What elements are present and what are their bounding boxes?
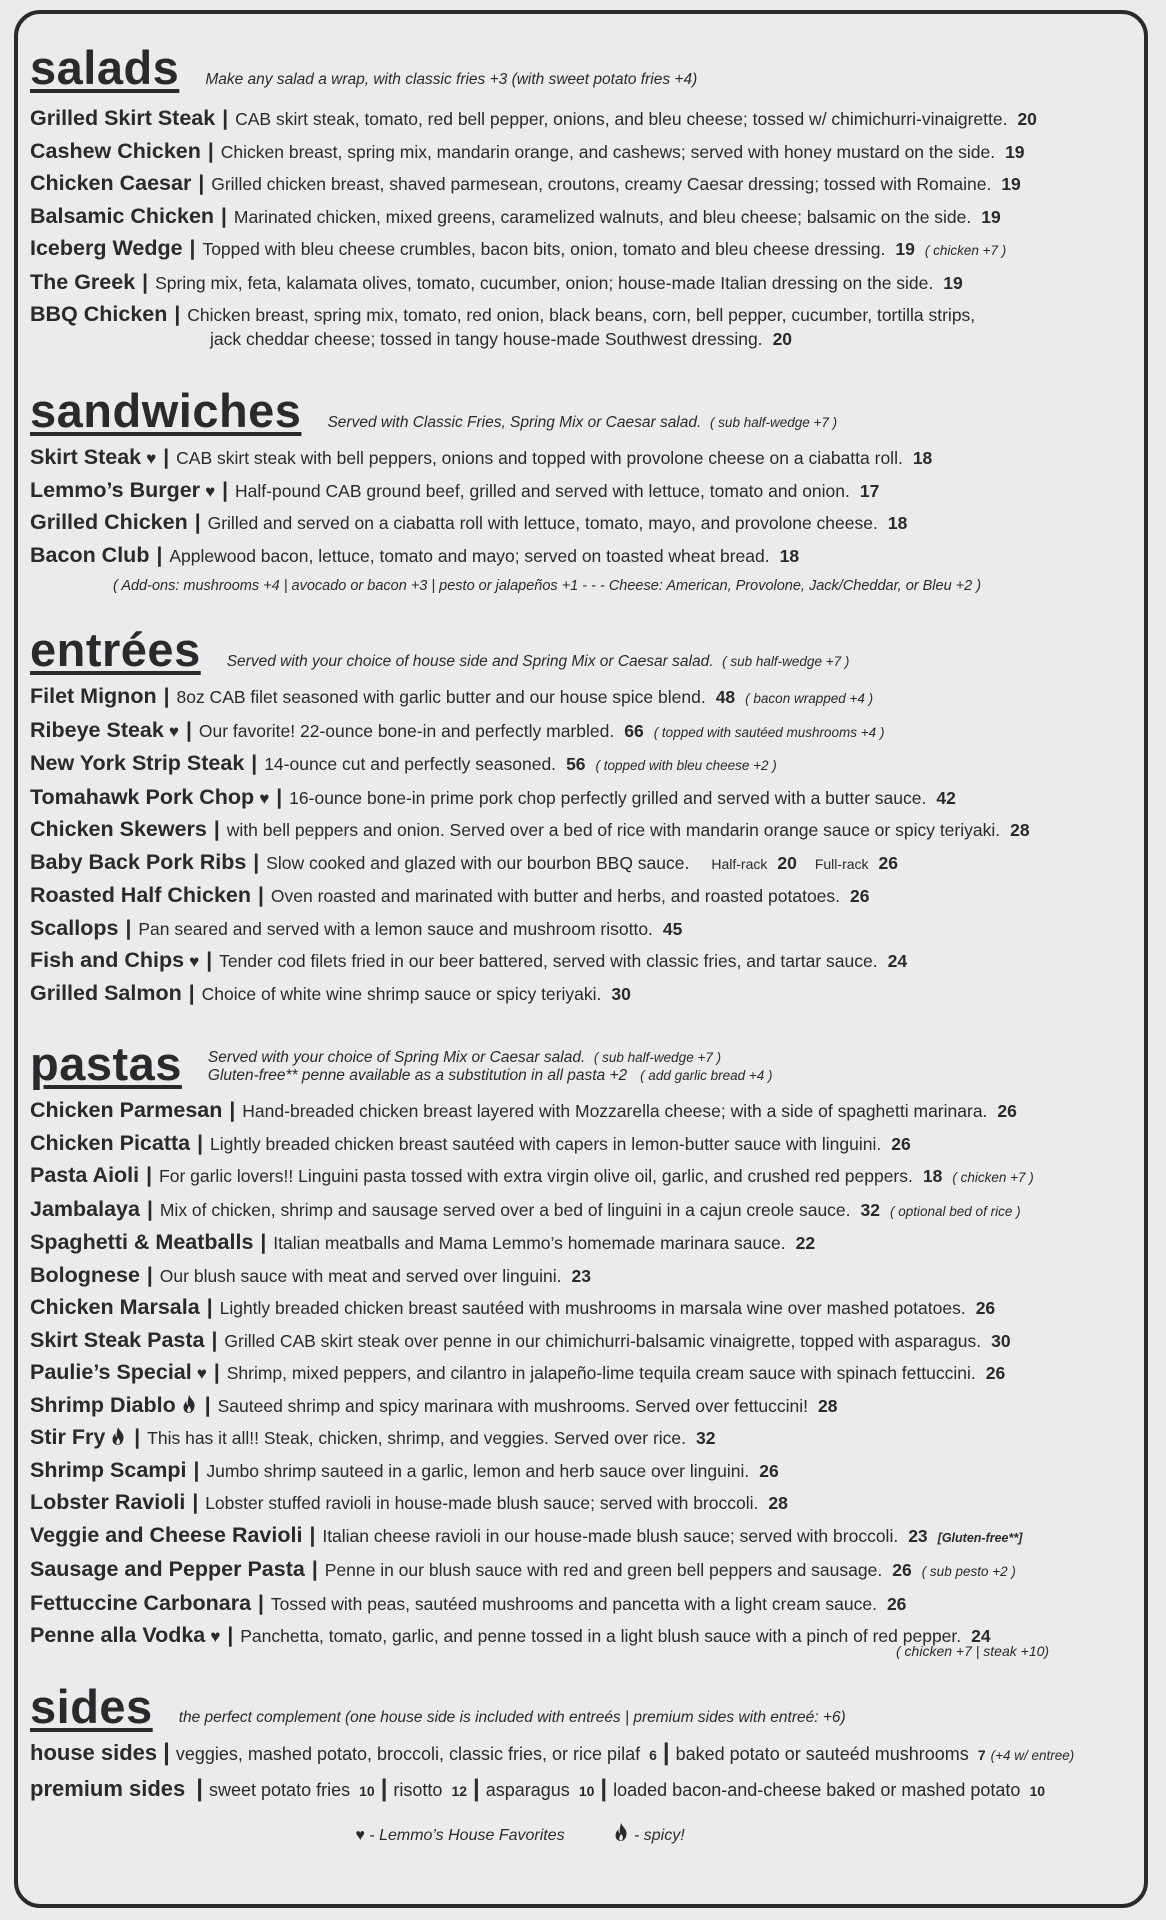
item-name: Grilled Chicken bbox=[30, 510, 188, 534]
item-name: The Greek bbox=[30, 269, 136, 294]
item-description: Lightly breaded chicken breast sautéed with mushrooms in marsala wine over mashed potatoes. bbox=[219, 1298, 966, 1318]
divider: | bbox=[253, 850, 260, 874]
item-description: Half-pound CAB ground beef, grilled and served with lettuce, tomato and onion. bbox=[235, 480, 850, 501]
item-description: Choice of white wine shrimp sauce or spicy teriyaki. bbox=[201, 983, 602, 1004]
divider: | bbox=[222, 478, 229, 502]
divider: | bbox=[174, 303, 181, 326]
item-description: Hand-breaded chicken breast layered with Mozzarella cheese; with a side of spaghetti marinara. bbox=[242, 1101, 988, 1121]
divider: | bbox=[163, 1738, 170, 1766]
item-name: Bacon Club bbox=[30, 542, 150, 567]
divider: | bbox=[380, 1774, 388, 1802]
item-price: 32 bbox=[696, 1428, 716, 1448]
heart-icon: ♥ bbox=[168, 721, 179, 741]
item-price: 24 bbox=[971, 1626, 991, 1646]
item-name: Tomahawk Pork Chop bbox=[30, 784, 255, 809]
item-description-continued: jack cheddar cheese; tossed in tangy house-made Southwest dressing. bbox=[210, 328, 763, 349]
menu-item bbox=[30, 1455, 1140, 1488]
item-name: Filet Mignon bbox=[30, 684, 157, 708]
item-name: Grilled Skirt Steak bbox=[30, 106, 216, 130]
divider: | bbox=[125, 916, 132, 940]
divider: | bbox=[146, 1164, 153, 1187]
menu-item bbox=[30, 1260, 1140, 1293]
divider: | bbox=[276, 785, 283, 809]
sandwiches-title: sandwiches bbox=[30, 384, 302, 437]
menu-item bbox=[30, 913, 1140, 946]
item-name: Pasta Aioli bbox=[30, 1163, 140, 1187]
item-description: Italian meatballs and Mama Lemmo’s homemade marinara sauce. bbox=[273, 1233, 786, 1253]
divider: | bbox=[197, 1131, 204, 1155]
item-description: Our blush sauce with meat and served over linguini. bbox=[159, 1265, 562, 1286]
house-upgrade: baked potato or sauteéd mushrooms bbox=[675, 1743, 969, 1764]
item-description: 14-ounce cut and perfectly seasoned. bbox=[264, 754, 557, 774]
item-extra: ( optional bed of rice ) bbox=[890, 1203, 1021, 1219]
divider: | bbox=[207, 139, 214, 163]
divider: | bbox=[311, 1558, 318, 1581]
item-description: This has it all!! Steak, chicken, shrimp, and veggies. Served over rice. bbox=[147, 1428, 687, 1448]
full-rack-label: Full-rack bbox=[814, 855, 869, 872]
premium-side-name: asparagus bbox=[485, 1779, 570, 1800]
pastas-note1: Served with your choice of Spring Mix or Caesar salad. bbox=[207, 1049, 586, 1067]
item-name: Skirt Steak Pasta bbox=[30, 1327, 205, 1352]
item-name: Lemmo’s Burger bbox=[30, 477, 201, 502]
menu-item bbox=[30, 201, 1140, 234]
divider: | bbox=[213, 1361, 220, 1384]
pastas-section bbox=[30, 1037, 1140, 1661]
item-extra: [Gluten-free**] bbox=[937, 1530, 1023, 1545]
item-price: 26 bbox=[850, 886, 870, 906]
heart-icon: ♥ bbox=[189, 952, 200, 971]
divider: | bbox=[194, 511, 201, 534]
pastas-note2: Gluten-free** penne available as a substitution in all pasta +2 bbox=[207, 1067, 628, 1085]
entrees-title: entrées bbox=[30, 623, 201, 676]
premium-side-name: sweet potato fries bbox=[209, 1779, 351, 1800]
item-description: Oven roasted and marinated with butter and herbs, and roasted potatoes. bbox=[270, 886, 841, 906]
heart-icon: ♥ bbox=[355, 1826, 365, 1844]
item-extra: ( bacon wrapped +4 ) bbox=[745, 691, 874, 706]
menu-item bbox=[30, 1588, 1140, 1621]
item-name: Cashew Chicken bbox=[30, 138, 201, 163]
item-name: Chicken Skewers bbox=[30, 817, 207, 841]
menu-item bbox=[30, 1292, 1140, 1325]
divider: | bbox=[309, 1523, 316, 1547]
menu-item bbox=[30, 1390, 1140, 1423]
item-name: Chicken Marsala bbox=[30, 1295, 200, 1319]
item-extra: ( topped with sautéed mushrooms +4 ) bbox=[653, 724, 885, 740]
divider: | bbox=[189, 237, 196, 260]
item-description: Italian cheese ravioli in our house-made blush sauce; served with broccoli. bbox=[322, 1525, 899, 1546]
item-price: 26 bbox=[886, 1593, 907, 1614]
item-name: Paulie’s Special bbox=[30, 1360, 192, 1384]
item-description: Panchetta, tomato, garlic, and penne tossed in a light blush sauce with a pinch of red pepper. bbox=[240, 1626, 962, 1646]
sandwiches-section bbox=[30, 384, 1140, 598]
menu-item bbox=[30, 814, 1140, 847]
premium-side-price: 10 bbox=[359, 1782, 375, 1799]
menu-item bbox=[30, 847, 1140, 881]
item-price: 22 bbox=[795, 1233, 816, 1253]
divider: | bbox=[222, 107, 229, 130]
item-name: Grilled Salmon bbox=[30, 980, 182, 1005]
item-description: For garlic lovers!! Linguini pasta tossed with extra virgin olive oil, garlic, and crushed red peppers. bbox=[159, 1166, 913, 1186]
entrees-note: Served with your choice of house side and Spring Mix or Caesar salad. bbox=[226, 652, 714, 670]
item-name: Shrimp Scampi bbox=[30, 1457, 187, 1482]
salads-title: salads bbox=[30, 41, 180, 94]
house-sides-list: veggies, mashed potato, broccoli, classic fries, or rice pilaf bbox=[175, 1743, 641, 1764]
item-extra: ( chicken +7 ) bbox=[924, 243, 1007, 258]
item-description: Grilled CAB skirt steak over penne in our chimichurri-balsamic vinaigrette, topped with asparagus. bbox=[224, 1330, 982, 1351]
premium-side-price: 12 bbox=[451, 1782, 468, 1799]
full-rack-price: 26 bbox=[878, 852, 898, 873]
item-name: Ribeye Steak bbox=[30, 717, 164, 742]
pastas-title: pastas bbox=[30, 1037, 182, 1090]
item-price: 18 bbox=[779, 545, 800, 566]
item-price: 26 bbox=[997, 1101, 1017, 1121]
item-name: BBQ Chicken bbox=[30, 302, 168, 326]
menu-item bbox=[30, 442, 1140, 475]
premium-side-price: 10 bbox=[578, 1782, 595, 1799]
item-name: Veggie and Cheese Ravioli bbox=[30, 1522, 303, 1547]
menu-item bbox=[30, 168, 1140, 201]
divider: | bbox=[146, 1197, 153, 1221]
divider: | bbox=[192, 1491, 199, 1514]
item-name: Jambalaya bbox=[30, 1196, 140, 1221]
item-name: Spaghetti & Meatballs bbox=[30, 1230, 254, 1254]
item-price: 56 bbox=[566, 754, 586, 774]
item-description: Lightly breaded chicken breast sautéed with capers in lemon-butter sauce with linguini. bbox=[210, 1133, 882, 1154]
item-name: Fish and Chips bbox=[30, 948, 185, 972]
item-price: 42 bbox=[936, 787, 956, 808]
menu-item bbox=[30, 1227, 1140, 1260]
item-price: 30 bbox=[611, 983, 631, 1004]
sandwich-addons: ( Add-ons: mushrooms +4 | avocado or bacon +3 | pesto or jalapeños +1 - - - Cheese: American, Provolone, Jack/Cheddar, or Bleu +2 ) bbox=[113, 578, 982, 594]
item-name: Roasted Half Chicken bbox=[30, 883, 252, 907]
sandwiches-note: Served with Classic Fries, Spring Mix or Caesar salad. bbox=[327, 413, 702, 431]
pastas-note1-extra: ( sub half-wedge +7 ) bbox=[593, 1050, 722, 1066]
house-sides-label: house sides bbox=[30, 1739, 158, 1765]
half-rack-label: Half-rack bbox=[711, 855, 768, 872]
entrees-section bbox=[30, 623, 1140, 1010]
divider: | bbox=[227, 1624, 234, 1647]
entrees-note-extra: ( sub half-wedge +7 ) bbox=[722, 653, 850, 669]
menu-item bbox=[30, 1128, 1140, 1161]
item-price: 19 bbox=[1005, 141, 1025, 162]
menu-item bbox=[30, 267, 1140, 300]
item-name: Bolognese bbox=[30, 1262, 140, 1287]
item-price: 28 bbox=[818, 1395, 838, 1416]
item-price: 18 bbox=[912, 448, 933, 468]
house-sides-price: 6 bbox=[649, 1746, 657, 1763]
sides-section bbox=[30, 1679, 1140, 1845]
pastas-note2-extra: ( add garlic bread +4 ) bbox=[640, 1068, 773, 1084]
menu-content bbox=[30, 41, 1140, 1845]
item-description: Marinated chicken, mixed greens, caramelized walnuts, and bleu cheese; balsamic on the side. bbox=[233, 206, 972, 227]
item-description: Our favorite! 22-ounce bone-in and perfectly marbled. bbox=[198, 720, 615, 741]
divider: | bbox=[221, 204, 227, 228]
divider: | bbox=[473, 1774, 480, 1802]
item-description: CAB skirt steak with bell peppers, onions and topped with provolone cheese on a ciabatta roll. bbox=[176, 448, 903, 468]
item-description: Topped with bleu cheese crumbles, bacon bits, onion, tomato and bleu cheese dressing. bbox=[202, 239, 886, 259]
item-price: 45 bbox=[662, 918, 683, 939]
house-upgrade-price: 7 bbox=[977, 1746, 986, 1763]
pastas-note2-wrap bbox=[208, 1067, 773, 1085]
heart-icon: ♥ bbox=[210, 1627, 221, 1646]
item-description: with bell peppers and onion. Served over a bed of rice with mandarin orange sauce or spicy teriyaki. bbox=[226, 820, 1001, 840]
item-name: Lobster Ravioli bbox=[30, 1490, 186, 1514]
legend-favorites: - Lemmo’s House Favorites bbox=[364, 1826, 565, 1844]
pastas-note1-wrap bbox=[208, 1049, 773, 1067]
item-price: 17 bbox=[859, 480, 880, 501]
menu-item bbox=[30, 233, 1140, 267]
divider: | bbox=[206, 1296, 213, 1319]
divider: | bbox=[206, 949, 213, 972]
heart-icon: ♥ bbox=[196, 1364, 207, 1383]
item-name: Scallops bbox=[30, 915, 119, 940]
heart-icon: ♥ bbox=[146, 449, 157, 468]
menu-item bbox=[30, 1095, 1140, 1128]
heart-icon: ♥ bbox=[259, 788, 270, 808]
divider: | bbox=[193, 1458, 200, 1482]
divider: | bbox=[204, 1393, 211, 1417]
item-description: CAB skirt steak, tomato, red bell pepper, onions, and bleu cheese; tossed w/ chimichurri-vinaigrette. bbox=[235, 109, 1008, 129]
item-price: 30 bbox=[991, 1330, 1011, 1351]
premium-sides-label: premium sides bbox=[30, 1775, 186, 1801]
divider: | bbox=[258, 884, 264, 907]
divider: | bbox=[163, 446, 170, 469]
divider: | bbox=[198, 172, 205, 195]
divider: | bbox=[185, 718, 192, 742]
legend-spicy: - spicy! bbox=[629, 1826, 685, 1844]
divider: | bbox=[211, 1328, 218, 1352]
item-name: Stir Fry bbox=[30, 1425, 106, 1449]
item-name: Chicken Picatta bbox=[30, 1130, 191, 1155]
item-name: Fettuccine Carbonara bbox=[30, 1590, 252, 1615]
menu-item bbox=[30, 782, 1140, 815]
house-upgrade-note: (+4 w/ entree) bbox=[990, 1747, 1075, 1763]
item-price: 18 bbox=[887, 513, 908, 533]
divider: | bbox=[146, 1263, 153, 1287]
item-extra: ( topped with bleu cheese +2 ) bbox=[595, 758, 777, 773]
sandwiches-note-extra: ( sub half-wedge +7 ) bbox=[709, 414, 838, 430]
divider: | bbox=[213, 818, 220, 841]
item-price: 66 bbox=[624, 720, 644, 741]
item-extra: ( sub pesto +2 ) bbox=[921, 1564, 1016, 1579]
legend bbox=[30, 1822, 1140, 1845]
item-price: 19 bbox=[943, 272, 963, 293]
item-name: Sausage and Pepper Pasta bbox=[30, 1557, 305, 1581]
divider: | bbox=[142, 270, 149, 294]
item-options: ( chicken +7 | steak +10) bbox=[896, 1642, 1050, 1659]
item-name: Balsamic Chicken bbox=[30, 203, 215, 228]
salads-section bbox=[30, 41, 1140, 355]
item-description: Tender cod filets fried in our beer battered, served with classic fries, and tartar sauce. bbox=[219, 951, 878, 971]
divider: | bbox=[258, 1591, 264, 1615]
menu-item bbox=[30, 1357, 1140, 1390]
item-description: Pan seared and served with a lemon sauce and mushroom risotto. bbox=[138, 918, 653, 939]
item-price: 18 bbox=[922, 1166, 943, 1186]
sides-note: the perfect complement (one house side is included with entreés | premium sides with entreé: +6) bbox=[178, 1709, 846, 1726]
menu-item bbox=[30, 136, 1140, 169]
item-price: 28 bbox=[768, 1493, 788, 1513]
item-description: Grilled chicken breast, shaved parmesean, croutons, creamy Caesar dressing; tossed with Romaine. bbox=[211, 174, 992, 194]
menu-item bbox=[30, 715, 1140, 749]
item-price: 48 bbox=[715, 687, 736, 707]
item-name: Iceberg Wedge bbox=[30, 236, 183, 260]
divider: | bbox=[163, 685, 170, 708]
menu-item bbox=[30, 1520, 1140, 1555]
item-description: Mix of chicken, shrimp and sausage served over a bed of linguini in a cajun creole sauce. bbox=[159, 1199, 851, 1220]
menu-item bbox=[30, 540, 1140, 573]
item-price: 19 bbox=[1001, 174, 1021, 194]
item-description: Chicken breast, spring mix, mandarin orange, and cashews; served with honey mustard on the side. bbox=[220, 141, 996, 162]
divider: | bbox=[188, 981, 195, 1005]
sides-title: sides bbox=[30, 1679, 153, 1733]
item-description: Tossed with peas, sautéed mushrooms and pancetta with a light cream sauce. bbox=[270, 1593, 877, 1614]
premium-side-name: risotto bbox=[393, 1779, 443, 1800]
item-price: 20 bbox=[772, 328, 793, 349]
premium-side-price: 10 bbox=[1029, 1782, 1046, 1799]
divider: | bbox=[196, 1774, 204, 1802]
flame-icon bbox=[612, 1822, 630, 1842]
item-price: 19 bbox=[981, 206, 1001, 227]
item-description: Chicken breast, spring mix, tomato, red onion, black beans, corn, bell pepper, cucumber, tortilla strips, bbox=[187, 305, 976, 325]
menu-item bbox=[30, 1554, 1140, 1588]
item-name: Skirt Steak bbox=[30, 445, 142, 469]
item-price: 26 bbox=[891, 1133, 911, 1154]
flame-icon bbox=[180, 1394, 198, 1414]
pastas-notes bbox=[208, 1049, 773, 1087]
item-name: Baby Back Pork Ribs bbox=[30, 849, 247, 874]
item-price: 19 bbox=[895, 239, 915, 259]
menu-item bbox=[30, 507, 1140, 540]
menu-item bbox=[30, 103, 1140, 136]
divider: | bbox=[662, 1738, 670, 1766]
item-price: 32 bbox=[860, 1199, 880, 1220]
flame-icon bbox=[109, 1426, 127, 1446]
item-name: New York Strip Steak bbox=[30, 751, 245, 775]
menu-item bbox=[30, 978, 1140, 1011]
menu-item bbox=[30, 475, 1140, 508]
menu-item bbox=[30, 681, 1140, 715]
item-price: 24 bbox=[887, 951, 908, 971]
item-description: 8oz CAB filet seasoned with garlic butter and our house spice blend. bbox=[176, 687, 706, 707]
item-price: 26 bbox=[892, 1560, 912, 1580]
menu-item bbox=[30, 1487, 1140, 1520]
item-description: Shrimp, mixed peppers, and cilantro in jalapeño-lime tequila cream sauce with spinach fettuccini. bbox=[226, 1363, 976, 1383]
entrees-note-wrap bbox=[227, 654, 850, 674]
menu-item bbox=[30, 1160, 1140, 1194]
menu-item bbox=[30, 945, 1140, 978]
half-rack-price: 20 bbox=[777, 852, 797, 873]
item-description: Penne in our blush sauce with red and green bell peppers and sausage. bbox=[324, 1560, 883, 1580]
divider: | bbox=[251, 752, 258, 775]
item-name: Chicken Parmesan bbox=[30, 1098, 223, 1122]
item-description: Slow cooked and glazed with our bourbon BBQ sauce. bbox=[266, 852, 690, 873]
item-extra: ( chicken +7 ) bbox=[952, 1170, 1034, 1185]
sandwiches-note-wrap bbox=[327, 415, 837, 435]
divider: | bbox=[260, 1231, 267, 1254]
house-sides-row bbox=[30, 1736, 1140, 1772]
premium-side-name: loaded bacon-and-cheese baked or mashed potato bbox=[613, 1779, 1021, 1800]
item-description: Spring mix, feta, kalamata olives, tomato, cucumber, onion; house-made Italian dressing on the side. bbox=[155, 272, 934, 293]
salads-note: Make any salad a wrap, with classic fries +3 (with sweet potato fries +4) bbox=[205, 70, 698, 88]
item-price: 28 bbox=[1010, 820, 1030, 840]
item-description: Grilled and served on a ciabatta roll with lettuce, tomato, mayo, and provolone cheese. bbox=[207, 513, 878, 533]
item-description: Applewood bacon, lettuce, tomato and mayo; served on toasted wheat bread. bbox=[169, 545, 770, 566]
item-price: 26 bbox=[759, 1460, 779, 1481]
premium-sides-row bbox=[30, 1772, 1140, 1808]
divider: | bbox=[600, 1774, 608, 1802]
item-price: 23 bbox=[908, 1525, 928, 1546]
item-name: Shrimp Diablo bbox=[30, 1392, 176, 1417]
item-description: Sauteed shrimp and spicy marinara with mushrooms. Served over fettuccini! bbox=[217, 1395, 809, 1416]
menu-item bbox=[30, 880, 1140, 913]
item-description: Lobster stuffed ravioli in house-made blush sauce; served with broccoli. bbox=[205, 1493, 759, 1513]
item-description: Jumbo shrimp sauteed in a garlic, lemon and herb sauce over linguini. bbox=[206, 1460, 750, 1481]
menu-item bbox=[30, 1194, 1140, 1228]
menu-item bbox=[30, 748, 1140, 782]
menu-item bbox=[30, 1422, 1140, 1455]
heart-icon: ♥ bbox=[205, 481, 216, 501]
item-description: 16-ounce bone-in prime pork chop perfectly grilled and served with a butter sauce. bbox=[289, 787, 927, 808]
divider: | bbox=[229, 1099, 236, 1122]
divider: | bbox=[156, 543, 163, 567]
item-name: Penne alla Vodka bbox=[30, 1623, 206, 1647]
item-price: 20 bbox=[1017, 109, 1037, 129]
divider: | bbox=[134, 1426, 141, 1449]
item-name: Chicken Caesar bbox=[30, 171, 192, 195]
item-price: 26 bbox=[985, 1363, 1006, 1383]
menu-item bbox=[30, 1325, 1140, 1358]
item-price: 26 bbox=[975, 1298, 996, 1318]
item-price: 23 bbox=[571, 1265, 592, 1286]
